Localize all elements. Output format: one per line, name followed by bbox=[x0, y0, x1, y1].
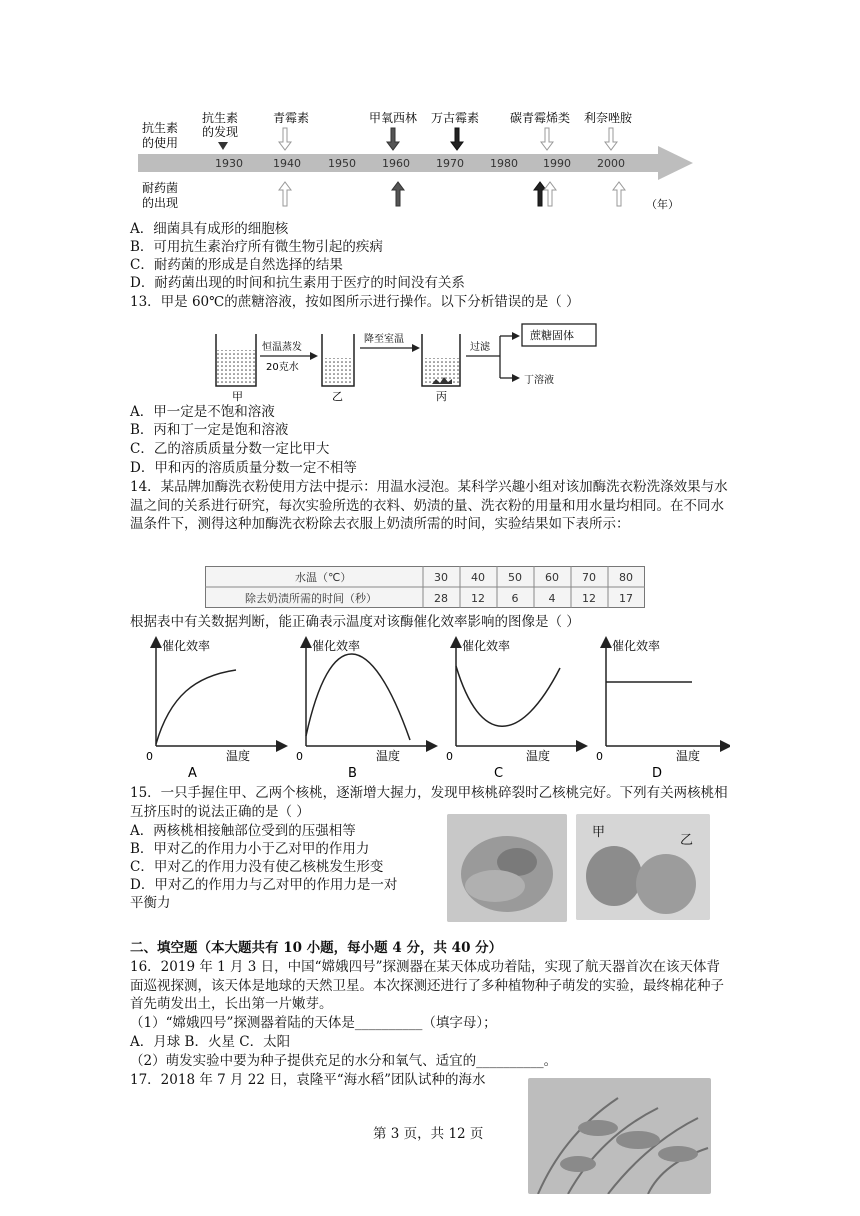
xlabel: 温度 bbox=[526, 749, 551, 763]
origin: 0 bbox=[296, 750, 303, 763]
year-1950: 1950 bbox=[328, 157, 356, 170]
temp-cell: 70 bbox=[582, 571, 596, 584]
q13-option-c: C．乙的溶质质量分数一定比甲大 bbox=[130, 441, 330, 457]
antibiotic-timeline-figure bbox=[138, 108, 698, 218]
timeline-svg bbox=[138, 108, 698, 218]
q13-option-a: A．甲一定是不饱和溶液 bbox=[130, 404, 275, 420]
temp-cell: 50 bbox=[508, 571, 522, 584]
graph-letter: C bbox=[494, 766, 504, 781]
solid-label: 蔗糖固体 bbox=[530, 329, 574, 342]
year-1990: 1990 bbox=[543, 157, 571, 170]
section-2-title: 二、填空题（本大题共有 10 小题，每小题 4 分，共 40 分） bbox=[130, 940, 503, 956]
use-label-1: 抗生素 bbox=[142, 121, 179, 135]
antibiotic-carbapenem: 碳青霉烯类 bbox=[510, 111, 571, 125]
q12-option-c: C．耐药菌的形成是自然选择的结果 bbox=[130, 257, 343, 273]
xlabel: 温度 bbox=[676, 749, 701, 763]
step-20g-water: 20克水 bbox=[266, 362, 299, 373]
time-cell: 28 bbox=[434, 592, 448, 605]
q12-option-b: B．可用抗生素治疗所有微生物引起的疾病 bbox=[130, 239, 383, 255]
graphs-svg bbox=[140, 636, 730, 782]
graph-a bbox=[146, 638, 282, 781]
arrow-icon bbox=[412, 344, 420, 352]
graph-d bbox=[596, 638, 726, 781]
q16-sub1: （1）“嫦娥四号”探测器着陆的天体是__________（填字母）； bbox=[130, 1015, 497, 1031]
time-cell: 12 bbox=[582, 592, 596, 605]
temp-cell: 80 bbox=[619, 571, 633, 584]
enzyme-graphs bbox=[140, 636, 730, 782]
up-arrow-icons bbox=[279, 182, 625, 206]
q14-question: 根据表中有关数据判断，能正确表示温度对该酶催化效率影响的图像是（ ） bbox=[130, 614, 580, 630]
year-1980: 1980 bbox=[490, 157, 518, 170]
discovery-label-1: 抗生素 bbox=[202, 111, 239, 125]
graph-letter: A bbox=[188, 766, 197, 781]
origin: 0 bbox=[446, 750, 453, 763]
resist-label-2: 的出现 bbox=[142, 196, 179, 210]
table-svg bbox=[205, 566, 645, 608]
beaker-bing-label: 丙 bbox=[436, 390, 447, 403]
graph-letter: D bbox=[652, 766, 663, 781]
year-2000: 2000 bbox=[597, 157, 625, 170]
origin: 0 bbox=[596, 750, 603, 763]
q15-option-a: A．两核桃相接触部位受到的压强相等 bbox=[130, 823, 356, 839]
water-temp-table bbox=[205, 566, 645, 608]
ylabel: 催化效率 bbox=[462, 639, 511, 653]
time-cell: 12 bbox=[471, 592, 485, 605]
q15-option-b: B．甲对乙的作用力小于乙对甲的作用力 bbox=[130, 841, 370, 857]
time-cell: 4 bbox=[548, 592, 556, 605]
q13-stem: 13．甲是 60℃的蔗糖溶液，按如图所示进行操作。以下分析错误的是（ ） bbox=[130, 294, 580, 310]
q15-option-c: C．甲对乙的作用力没有使乙核桃发生形变 bbox=[130, 859, 384, 875]
q14-stem: 14．某品牌加酶洗衣粉使用方法中提示：用温水浸泡。某科学兴趣小组对该加酶洗衣粉洗涤效果与水温之间的关系进行研究，每次实验所选的衣料、奶渍的量、洗衣粉的用量和用水量均相同。在不同水温条件下，测得这种加酶洗衣粉除去衣服上奶渍所需的时间，实验结果如下表所示： bbox=[130, 479, 728, 532]
beaker-yi-icon bbox=[322, 334, 354, 386]
sugar-solution-figure bbox=[200, 316, 620, 404]
temp-cell: 40 bbox=[471, 571, 485, 584]
xlabel: 温度 bbox=[226, 749, 251, 763]
discovery-label-2: 的发现 bbox=[202, 125, 239, 139]
arrow-icon bbox=[512, 332, 520, 340]
origin: 0 bbox=[146, 750, 153, 763]
graph-b bbox=[296, 638, 432, 781]
graph-c bbox=[446, 638, 582, 781]
antibiotic-vancomycin: 万古霉素 bbox=[431, 111, 480, 125]
beaker-process-svg bbox=[200, 316, 620, 404]
q13-option-b: B．丙和丁一定是饱和溶液 bbox=[130, 422, 289, 438]
beaker-jia-icon bbox=[216, 334, 256, 386]
discovery-marker-icon bbox=[218, 142, 228, 150]
q15-stem-line: 15．一只手握住甲、乙两个核桃，逐渐增大握力，发现甲核桃碎裂时乙核桃完好。下列有关两核桃相互挤压时的说法正确的是（ ） bbox=[130, 785, 728, 820]
filtrate-label: 丁溶液 bbox=[524, 375, 554, 386]
q13-option-d: D．甲和丙的溶质质量分数一定不相等 bbox=[130, 460, 357, 476]
hand-walnuts-photo bbox=[447, 814, 567, 922]
use-label-2: 的使用 bbox=[142, 136, 179, 150]
q15-option-d-cont: 平衡力 bbox=[130, 895, 171, 911]
resist-label-1: 耐药菌 bbox=[142, 181, 179, 195]
q16-sub1-options: A．月球 B．火星 C．太阳 bbox=[130, 1034, 291, 1050]
year-1940: 1940 bbox=[273, 157, 301, 170]
temp-cell: 60 bbox=[545, 571, 559, 584]
page-footer: 第 3 页，共 12 页 bbox=[373, 1126, 484, 1142]
row-label-time: 除去奶渍所需的时间（秒） bbox=[245, 592, 377, 605]
year-unit: （年） bbox=[646, 198, 679, 211]
beaker-jia-label: 甲 bbox=[232, 390, 243, 403]
antibiotic-penicillin: 青霉素 bbox=[273, 111, 310, 125]
q16-sub2: （2）萌发实验中要为种子提供充足的水分和氧气、适宜的__________。 bbox=[130, 1053, 558, 1069]
ylabel: 催化效率 bbox=[312, 639, 361, 653]
q16-stem: 16．2019 年 1 月 3 日，中国“嫦娥四号”探测器在某天体成功着陆，实现了航天器首次在该天体背面巡视探测，该天体是地球的天然卫星。本次探测还进行了多种植物种子萌发的实验，最终棉花种子首先萌发出土，长出第一片嫩芽。 bbox=[130, 959, 724, 1012]
time-cell: 6 bbox=[511, 592, 519, 605]
step-evaporate: 恒温蒸发 bbox=[262, 342, 302, 353]
down-arrow-icons bbox=[279, 128, 617, 150]
walnut-yi-label: 乙 bbox=[680, 833, 694, 848]
time-cell: 17 bbox=[619, 592, 633, 605]
year-1970: 1970 bbox=[436, 157, 464, 170]
q12-option-d: D．耐药菌出现的时间和抗生素用于医疗的时间没有关系 bbox=[130, 275, 465, 291]
antibiotic-methicillin: 甲氧西林 bbox=[369, 111, 418, 125]
q17-stem: 17．2018 年 7 月 22 日，袁隆平“海水稻”团队试种的海水 bbox=[130, 1072, 486, 1088]
antibiotic-linezolid: 利奈唑胺 bbox=[584, 111, 633, 125]
temp-cell: 30 bbox=[434, 571, 448, 584]
year-1930: 1930 bbox=[215, 157, 243, 170]
arrow-icon bbox=[310, 352, 318, 360]
two-walnuts-photo bbox=[576, 814, 710, 920]
xlabel: 温度 bbox=[376, 749, 401, 763]
row-label-temp: 水温（℃） bbox=[295, 571, 352, 584]
beaker-yi-label: 乙 bbox=[332, 390, 343, 403]
graph-letter: B bbox=[348, 766, 357, 781]
walnut-jia-label: 甲 bbox=[592, 825, 606, 840]
step-filter: 过滤 bbox=[470, 342, 490, 353]
ylabel: 催化效率 bbox=[162, 639, 211, 653]
q12-option-a: A．细菌具有成形的细胞核 bbox=[130, 221, 289, 237]
step-cool: 降至室温 bbox=[364, 334, 404, 345]
beaker-bing-icon bbox=[422, 334, 460, 386]
ylabel: 催化效率 bbox=[612, 639, 661, 653]
arrow-icon bbox=[512, 374, 520, 382]
q15-option-d: D．甲对乙的作用力与乙对甲的作用力是一对 bbox=[130, 877, 398, 893]
year-1960: 1960 bbox=[382, 157, 410, 170]
sea-rice-photo bbox=[528, 1078, 711, 1194]
